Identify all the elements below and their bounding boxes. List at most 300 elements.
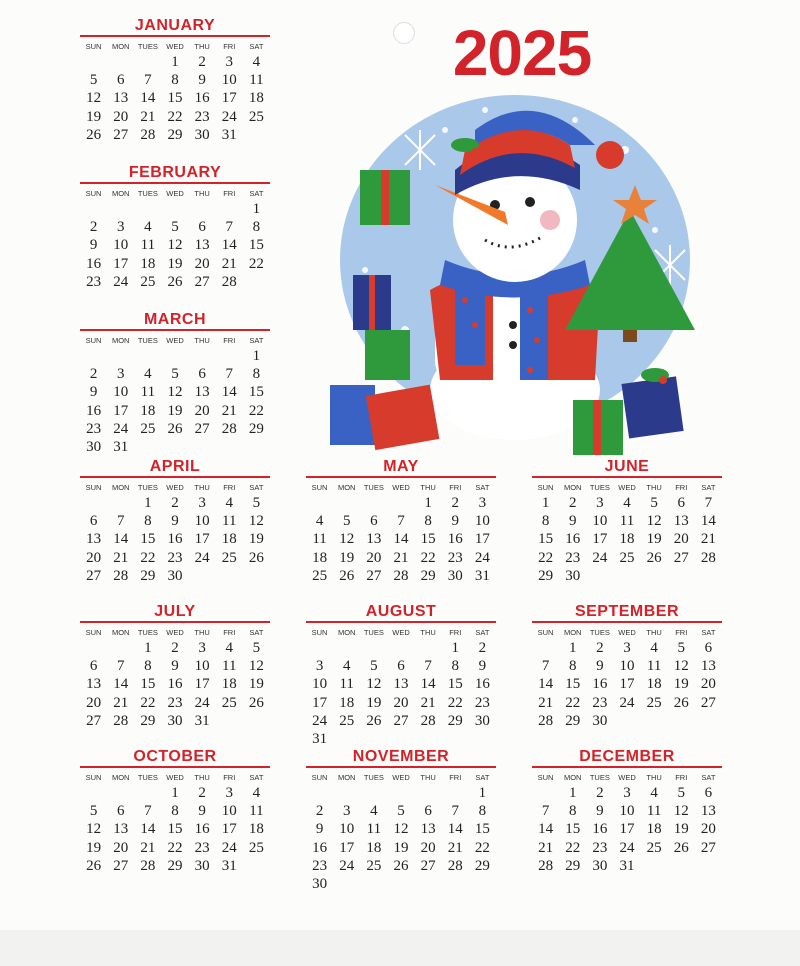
day-number: 12: [393, 821, 409, 838]
day-number: 15: [538, 531, 554, 548]
month-april: [80, 458, 270, 585]
month-june: [532, 458, 722, 585]
day-number: 10: [194, 513, 210, 530]
day-number: 26: [366, 712, 382, 729]
day-number: 21: [538, 839, 554, 856]
day-number: 19: [167, 255, 183, 272]
weekday-label: SAT: [249, 773, 264, 782]
day-number: 26: [393, 857, 409, 874]
weekday-label: SAT: [249, 628, 264, 637]
day-number: 30: [167, 712, 183, 729]
weekday-label: WED: [166, 336, 184, 345]
day-number: 29: [420, 567, 436, 584]
day-number: 11: [140, 384, 156, 401]
day-blank: [161, 347, 188, 365]
day-blank: [387, 639, 414, 657]
day-number: 22: [167, 108, 183, 125]
day-number: 17: [221, 90, 237, 107]
day-number: 30: [447, 567, 463, 584]
weekday-header: [80, 334, 270, 347]
day-number: 17: [312, 694, 328, 711]
weekday-label: WED: [618, 628, 636, 637]
day-number: 31: [113, 438, 129, 455]
weekday-label: WED: [166, 628, 184, 637]
day-number: 1: [568, 785, 577, 801]
day-number: 6: [116, 72, 125, 89]
month-january: [80, 17, 270, 144]
day-number: 28: [221, 420, 237, 437]
day-number: 31: [194, 712, 210, 729]
day-number: 12: [366, 676, 382, 693]
day-number: 3: [116, 219, 125, 236]
day-blank: [189, 347, 216, 365]
day-number: 2: [89, 219, 98, 236]
day-blank: [107, 200, 134, 218]
day-number: 9: [89, 237, 98, 254]
day-number: 10: [592, 513, 608, 530]
weekday-header: [532, 481, 722, 494]
day-number: 13: [673, 513, 689, 530]
weekday-label: SAT: [249, 336, 264, 345]
day-number: 4: [144, 366, 152, 383]
day-number: 30: [312, 875, 328, 892]
day-number: 18: [221, 531, 237, 548]
day-number: 18: [619, 531, 635, 548]
day-number: 7: [225, 366, 234, 383]
day-number: 28: [140, 126, 156, 143]
month-title: JUNE: [604, 458, 650, 475]
day-number: 1: [541, 495, 550, 511]
day-number: 25: [646, 839, 662, 856]
day-number: 9: [89, 384, 98, 401]
day-number: 18: [646, 676, 662, 693]
day-number: 12: [86, 90, 102, 107]
month-rule: [306, 621, 496, 623]
weekday-label: TUES: [137, 483, 158, 492]
day-number: 8: [451, 658, 460, 675]
day-number: 2: [568, 495, 577, 511]
day-blank: [216, 347, 243, 365]
weekday-label: SUN: [85, 773, 102, 782]
day-number: 12: [248, 513, 264, 530]
day-blank: [107, 639, 134, 657]
day-number: 29: [538, 567, 554, 584]
day-number: 20: [393, 694, 409, 711]
day-number: 10: [194, 658, 210, 675]
day-number: 3: [623, 640, 631, 656]
day-blank: [134, 347, 161, 365]
day-number: 4: [623, 495, 631, 511]
day-number: 28: [221, 273, 237, 290]
month-rule: [532, 621, 722, 623]
day-number: 21: [393, 549, 409, 566]
day-number: 13: [86, 531, 102, 548]
day-number: 17: [194, 531, 210, 548]
day-number: 6: [89, 658, 98, 675]
day-number: 19: [366, 694, 382, 711]
day-number: 10: [113, 384, 129, 401]
day-number: 12: [339, 531, 355, 548]
day-number: 14: [221, 384, 237, 401]
day-number: 8: [478, 803, 487, 820]
weekday-label: FRI: [223, 483, 236, 492]
weekday-label: TUES: [363, 628, 384, 637]
day-number: 2: [171, 495, 179, 511]
weekday-label: MON: [111, 773, 130, 782]
day-number: 15: [248, 384, 264, 401]
day-number: 20: [366, 549, 382, 566]
month-rule: [306, 476, 496, 478]
day-number: 31: [312, 730, 328, 747]
weekday-label: THU: [420, 483, 436, 492]
day-number: 5: [252, 640, 261, 656]
day-number: 6: [116, 803, 125, 820]
day-number: 27: [86, 712, 102, 729]
day-number: 7: [116, 513, 125, 530]
day-number: 26: [248, 694, 264, 711]
day-number: 9: [596, 803, 604, 820]
month-november: [306, 748, 496, 893]
weekday-label: SAT: [701, 483, 716, 492]
day-number: 11: [339, 676, 354, 693]
page-bottom-edge: [0, 930, 800, 966]
day-number: 4: [650, 640, 658, 656]
weekday-label: FRI: [449, 773, 462, 782]
day-number: 30: [194, 126, 210, 143]
day-number: 16: [86, 255, 102, 272]
month-rule: [532, 476, 722, 478]
day-number: 8: [541, 513, 550, 530]
weekday-label: THU: [646, 628, 662, 637]
day-number: 28: [538, 857, 554, 874]
day-number: 16: [447, 531, 463, 548]
day-number: 1: [144, 495, 152, 511]
day-blank: [360, 494, 387, 512]
day-number: 1: [252, 348, 261, 364]
day-number: 1: [568, 640, 577, 656]
day-number: 21: [447, 839, 463, 856]
day-number: 20: [700, 676, 716, 693]
day-number: 5: [397, 803, 405, 820]
day-number: 9: [171, 513, 179, 530]
day-number: 16: [194, 821, 210, 838]
day-number: 23: [565, 549, 581, 566]
day-number: 29: [474, 857, 490, 874]
day-number: 4: [225, 495, 234, 511]
day-number: 25: [248, 108, 264, 125]
day-number: 17: [113, 402, 129, 419]
day-number: 8: [252, 219, 261, 236]
day-number: 13: [393, 676, 409, 693]
day-number: 6: [704, 785, 713, 801]
day-number: 12: [248, 658, 264, 675]
day-number: 24: [592, 549, 608, 566]
weekday-label: WED: [392, 773, 410, 782]
day-number: 9: [198, 72, 206, 89]
day-number: 9: [478, 658, 487, 675]
day-blank: [80, 53, 107, 71]
day-number: 16: [565, 531, 581, 548]
day-blank: [360, 639, 387, 657]
day-number: 27: [113, 126, 129, 143]
day-number: 11: [312, 531, 327, 548]
day-number: 13: [700, 658, 716, 675]
day-blank: [107, 53, 134, 71]
day-number: 14: [140, 821, 156, 838]
day-number: 22: [140, 549, 156, 566]
day-number: 24: [113, 273, 129, 290]
day-blank: [306, 639, 333, 657]
weekday-label: SUN: [537, 773, 554, 782]
day-number: 14: [447, 821, 463, 838]
month-title: SEPTEMBER: [574, 603, 680, 620]
day-number: 21: [113, 549, 129, 566]
weekday-label: THU: [194, 773, 210, 782]
weekday-label: TUES: [589, 483, 610, 492]
day-number: 14: [393, 531, 409, 548]
day-number: 4: [252, 785, 261, 801]
day-number: 10: [619, 803, 635, 820]
day-number: 16: [167, 676, 183, 693]
day-number: 28: [700, 549, 716, 566]
year-title: 2025: [452, 17, 592, 89]
day-blank: [442, 784, 469, 802]
day-blank: [161, 200, 188, 218]
day-number: 24: [221, 839, 237, 856]
day-number: 13: [113, 90, 129, 107]
day-number: 13: [194, 384, 210, 401]
day-number: 3: [198, 495, 206, 511]
day-grid: [532, 494, 722, 585]
weekday-label: FRI: [223, 628, 236, 637]
weekday-label: SAT: [249, 189, 264, 198]
weekday-label: SUN: [311, 628, 328, 637]
day-number: 29: [167, 126, 183, 143]
weekday-label: FRI: [449, 483, 462, 492]
weekday-label: TUES: [363, 773, 384, 782]
weekday-label: WED: [618, 483, 636, 492]
day-number: 12: [673, 803, 689, 820]
day-number: 31: [474, 567, 490, 584]
day-number: 3: [478, 495, 487, 511]
day-number: 5: [89, 803, 98, 820]
month-october: [80, 748, 270, 875]
day-grid: [532, 639, 722, 730]
day-number: 18: [221, 676, 237, 693]
day-number: 1: [424, 495, 432, 511]
day-number: 19: [86, 108, 102, 125]
day-number: 2: [198, 785, 206, 801]
day-number: 14: [538, 821, 554, 838]
weekday-header: [532, 771, 722, 784]
day-number: 18: [366, 839, 382, 856]
day-number: 21: [420, 694, 436, 711]
day-number: 24: [339, 857, 355, 874]
day-blank: [80, 200, 107, 218]
day-number: 27: [194, 420, 210, 437]
day-number: 3: [596, 495, 604, 511]
weekday-label: THU: [194, 42, 210, 51]
day-number: 14: [221, 237, 237, 254]
day-number: 10: [113, 237, 129, 254]
day-number: 18: [339, 694, 355, 711]
day-number: 15: [420, 531, 436, 548]
weekday-header: [306, 626, 496, 639]
day-number: 23: [312, 857, 328, 874]
day-number: 16: [312, 839, 328, 856]
day-number: 21: [700, 531, 716, 548]
day-number: 1: [478, 785, 487, 801]
day-number: 23: [194, 839, 210, 856]
day-number: 23: [86, 273, 102, 290]
day-number: 17: [619, 676, 635, 693]
day-number: 5: [370, 658, 378, 675]
month-title: NOVEMBER: [352, 748, 450, 765]
day-number: 28: [140, 857, 156, 874]
day-number: 24: [474, 549, 490, 566]
day-number: 14: [113, 676, 129, 693]
day-number: 6: [370, 513, 378, 530]
day-number: 19: [167, 402, 183, 419]
day-number: 15: [474, 821, 490, 838]
day-number: 27: [673, 549, 689, 566]
day-number: 26: [673, 694, 689, 711]
weekday-label: MON: [337, 628, 356, 637]
day-number: 17: [339, 839, 355, 856]
day-number: 20: [86, 694, 102, 711]
weekday-label: MON: [111, 42, 130, 51]
day-number: 19: [673, 676, 689, 693]
day-number: 9: [171, 658, 179, 675]
weekday-label: THU: [646, 483, 662, 492]
day-number: 27: [420, 857, 436, 874]
day-number: 21: [113, 694, 129, 711]
day-grid: [306, 639, 496, 748]
weekday-label: TUES: [137, 189, 158, 198]
weekday-label: MON: [563, 628, 582, 637]
day-number: 11: [249, 803, 264, 820]
day-number: 4: [144, 219, 152, 236]
day-number: 6: [677, 495, 686, 511]
day-number: 6: [704, 640, 713, 656]
day-blank: [306, 494, 333, 512]
day-number: 25: [619, 549, 635, 566]
weekday-label: WED: [392, 483, 410, 492]
day-number: 5: [252, 495, 261, 511]
weekday-label: MON: [111, 336, 130, 345]
day-number: 15: [565, 676, 581, 693]
weekday-label: SUN: [85, 336, 102, 345]
weekday-label: THU: [420, 628, 436, 637]
day-number: 29: [248, 420, 264, 437]
day-number: 12: [673, 658, 689, 675]
day-number: 11: [140, 237, 156, 254]
day-number: 9: [596, 658, 604, 675]
day-number: 25: [140, 273, 156, 290]
weekday-label: FRI: [675, 628, 688, 637]
day-blank: [107, 347, 134, 365]
weekday-label: SUN: [85, 628, 102, 637]
day-number: 27: [194, 273, 210, 290]
day-number: 2: [198, 54, 206, 70]
day-number: 4: [315, 513, 324, 530]
day-blank: [415, 784, 442, 802]
day-number: 29: [140, 567, 156, 584]
day-number: 4: [225, 640, 234, 656]
day-number: 11: [366, 821, 382, 838]
day-blank: [134, 784, 161, 802]
day-number: 19: [86, 839, 102, 856]
weekday-label: SUN: [85, 42, 102, 51]
day-number: 4: [650, 785, 658, 801]
day-number: 23: [592, 694, 608, 711]
day-number: 15: [248, 237, 264, 254]
day-number: 20: [113, 839, 129, 856]
day-number: 6: [397, 658, 405, 675]
day-number: 29: [565, 712, 581, 729]
day-number: 26: [248, 549, 264, 566]
day-number: 3: [225, 785, 234, 801]
day-number: 26: [167, 273, 183, 290]
day-number: 1: [144, 640, 152, 656]
day-number: 17: [113, 255, 129, 272]
day-number: 28: [447, 857, 463, 874]
day-number: 17: [474, 531, 490, 548]
month-february: [80, 164, 270, 291]
day-number: 16: [167, 531, 183, 548]
weekday-header: [80, 771, 270, 784]
day-number: 20: [113, 108, 129, 125]
day-blank: [134, 53, 161, 71]
day-grid: [306, 494, 496, 585]
day-number: 25: [140, 420, 156, 437]
day-blank: [387, 784, 414, 802]
month-title: MARCH: [143, 311, 207, 328]
day-number: 17: [592, 531, 608, 548]
day-number: 23: [86, 420, 102, 437]
day-number: 10: [221, 72, 237, 89]
weekday-header: [306, 771, 496, 784]
day-number: 15: [565, 821, 581, 838]
day-number: 13: [366, 531, 382, 548]
day-number: 22: [447, 694, 463, 711]
day-number: 7: [541, 658, 550, 675]
day-number: 7: [225, 219, 234, 236]
day-number: 2: [89, 366, 98, 383]
weekday-label: WED: [166, 773, 184, 782]
weekday-header: [306, 481, 496, 494]
day-number: 24: [194, 549, 210, 566]
day-number: 30: [194, 857, 210, 874]
weekday-label: MON: [337, 773, 356, 782]
day-number: 24: [619, 694, 635, 711]
day-number: 18: [646, 821, 662, 838]
month-august: [306, 603, 496, 748]
day-number: 9: [198, 803, 206, 820]
weekday-label: TUES: [589, 628, 610, 637]
month-rule: [80, 182, 270, 184]
day-blank: [80, 347, 107, 365]
day-number: 7: [424, 658, 432, 675]
day-number: 16: [194, 90, 210, 107]
day-number: 21: [221, 255, 237, 272]
weekday-label: FRI: [675, 483, 688, 492]
weekday-label: MON: [111, 483, 130, 492]
day-number: 5: [171, 366, 179, 383]
day-number: 8: [252, 366, 261, 383]
day-number: 4: [370, 803, 378, 820]
weekday-label: SUN: [537, 483, 554, 492]
